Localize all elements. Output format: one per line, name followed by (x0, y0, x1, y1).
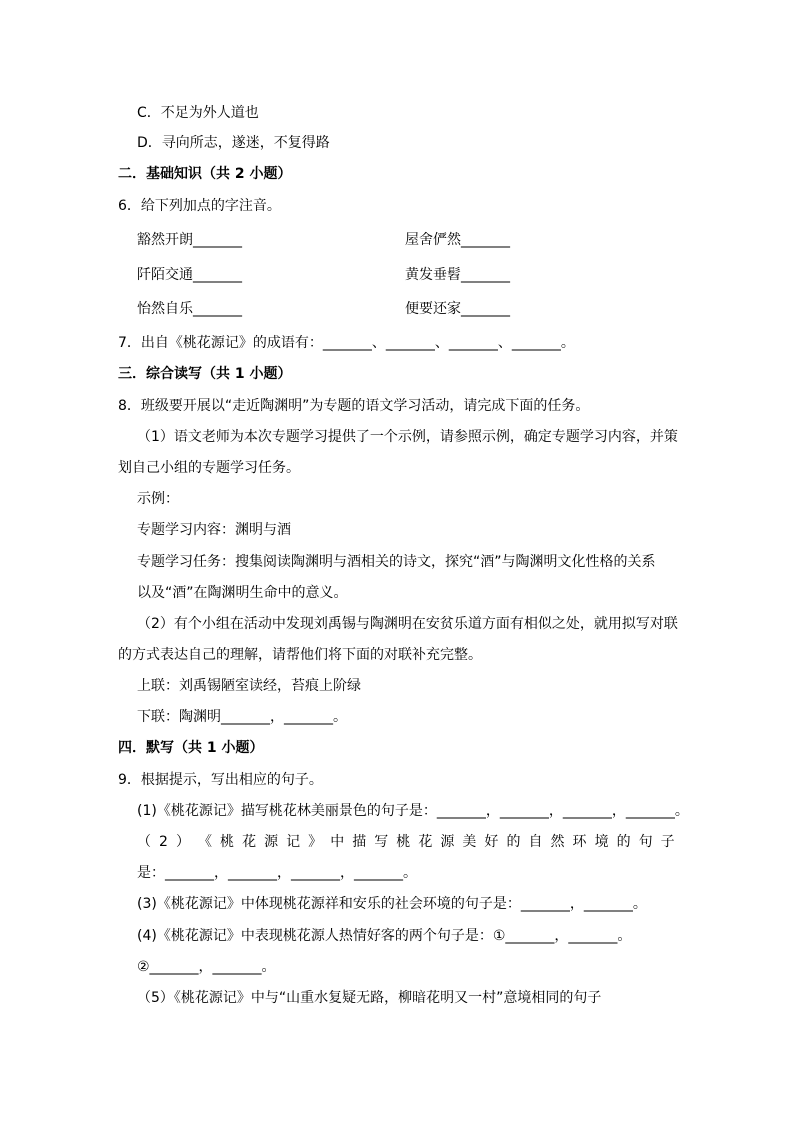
q9-sentence-2-line2: 是：_______，_______，_______，_______。 (137, 865, 417, 881)
q9-sentence-2-char: 描 (352, 834, 367, 850)
section-heading-basic-knowledge: 二．基础知识（共 2 小题） (118, 166, 292, 182)
q9-sentence-4-line1: (4)《桃花源记》中表现桃花源人热情好客的两个句子是：①_______，_______。 (137, 928, 632, 944)
pinyin-item: 豁然开朗_______ (137, 232, 242, 248)
q9-sentence-2-char: ） (175, 834, 190, 850)
q8-part1-line2: 划自己小组的专题学习任务。 (118, 460, 300, 476)
question-8-stem: 8．班级要开展以“走近陶渊明”为专题的语文学习活动，请完成下面的任务。 (118, 398, 590, 414)
pinyin-item: 怡然自乐_______ (137, 301, 242, 317)
pinyin-item: 便要还家_______ (405, 301, 510, 317)
q9-sentence-2-char: 桃 (396, 834, 411, 850)
q9-sentence-2-char: 写 (374, 834, 389, 850)
q9-sentence-2-char: 好 (484, 834, 499, 850)
q9-sentence-4-line2: ②_______，_______。 (137, 959, 276, 975)
q9-sentence-5: （5）《桃花源记》中与“山重水复疑无路，柳暗花明又一村”意境相同的句子 (137, 990, 602, 1006)
pinyin-item: 屋舍俨然_______ (405, 232, 510, 248)
q8-part2-line1: （2）有个小组在活动中发现刘禹锡与陶渊明在安贫乐道方面有相似之处，就用拟写对联 (137, 616, 678, 632)
q9-sentence-2-char: 境 (594, 834, 609, 850)
q9-sentence-2-char: 花 (418, 834, 433, 850)
q9-sentence-2-char: 》 (308, 834, 323, 850)
q9-sentence-3: (3)《桃花源记》中体现桃花源祥和安乐的社会环境的句子是：_______，_______。 (137, 896, 647, 912)
q9-sentence-2-char: 句 (638, 834, 653, 850)
q9-sentence-2-char: 源 (264, 834, 279, 850)
q9-sentence-2-char: 的 (506, 834, 521, 850)
option-c: C．不足为外人道也 (137, 105, 259, 121)
couplet-lower: 下联：陶渊明_______，_______。 (137, 709, 347, 725)
question-6-stem: 6．给下列加点的字注音。 (118, 198, 281, 214)
q8-example-task-line1: 专题学习任务：搜集阅读陶渊明与酒相关的诗文，探究“酒”与陶渊明文化性格的关系 (137, 554, 656, 570)
couplet-upper: 上联：刘禹锡陋室读经，苔痕上阶绿 (137, 678, 361, 694)
q9-sentence-2-char: 《 (198, 834, 213, 850)
question-9-stem: 9．根据提示，写出相应的句子。 (118, 772, 323, 788)
pinyin-item: 黄发垂髫_______ (405, 267, 510, 283)
q9-sentence-2-line1 (137, 832, 675, 852)
q9-sentence-2-char: 的 (616, 834, 631, 850)
q9-sentence-2-char: 自 (528, 834, 543, 850)
section-heading-reading-writing: 三．综合读写（共 1 小题） (118, 366, 292, 382)
option-d: D．寻向所志，遂迷，不复得路 (137, 135, 330, 151)
q8-example-content: 专题学习内容：渊明与酒 (137, 522, 291, 538)
q8-part2-line2: 的方式表达自己的理解，请帮他们将下面的对联补充完整。 (118, 647, 482, 663)
q9-sentence-2-char: 中 (330, 834, 345, 850)
q9-sentence-2-char: 子 (660, 834, 675, 850)
q9-sentence-2-char: 记 (286, 834, 301, 850)
q9-sentence-2-char: 美 (462, 834, 477, 850)
q8-example-task-line2: 以及“酒”在陶渊明生命中的意义。 (137, 585, 348, 601)
q9-sentence-2-char: 然 (550, 834, 565, 850)
q9-sentence-2-char: 源 (440, 834, 455, 850)
q9-sentence-2-char: 桃 (220, 834, 235, 850)
section-heading-dictation: 四．默写（共 1 小题） (118, 740, 264, 756)
q9-sentence-1: (1)《桃花源记》描写桃花林美丽景色的句子是：_______，_______，_______，_______。 (137, 803, 689, 819)
q8-part1-line1: （1）语文老师为本次专题学习提供了一个示例，请参照示例，确定专题学习内容，并策 (137, 429, 678, 445)
pinyin-item: 阡陌交通_______ (137, 267, 242, 283)
q9-sentence-2-char: 2 (159, 834, 168, 850)
q9-sentence-2-char: 环 (572, 834, 587, 850)
q9-sentence-2-char: （ (137, 834, 151, 850)
question-7: 7．出自《桃花源记》的成语有：_______、_______、_______、_______。 (118, 335, 575, 351)
q8-example-label: 示例： (137, 491, 179, 507)
q9-sentence-2-char: 花 (242, 834, 257, 850)
